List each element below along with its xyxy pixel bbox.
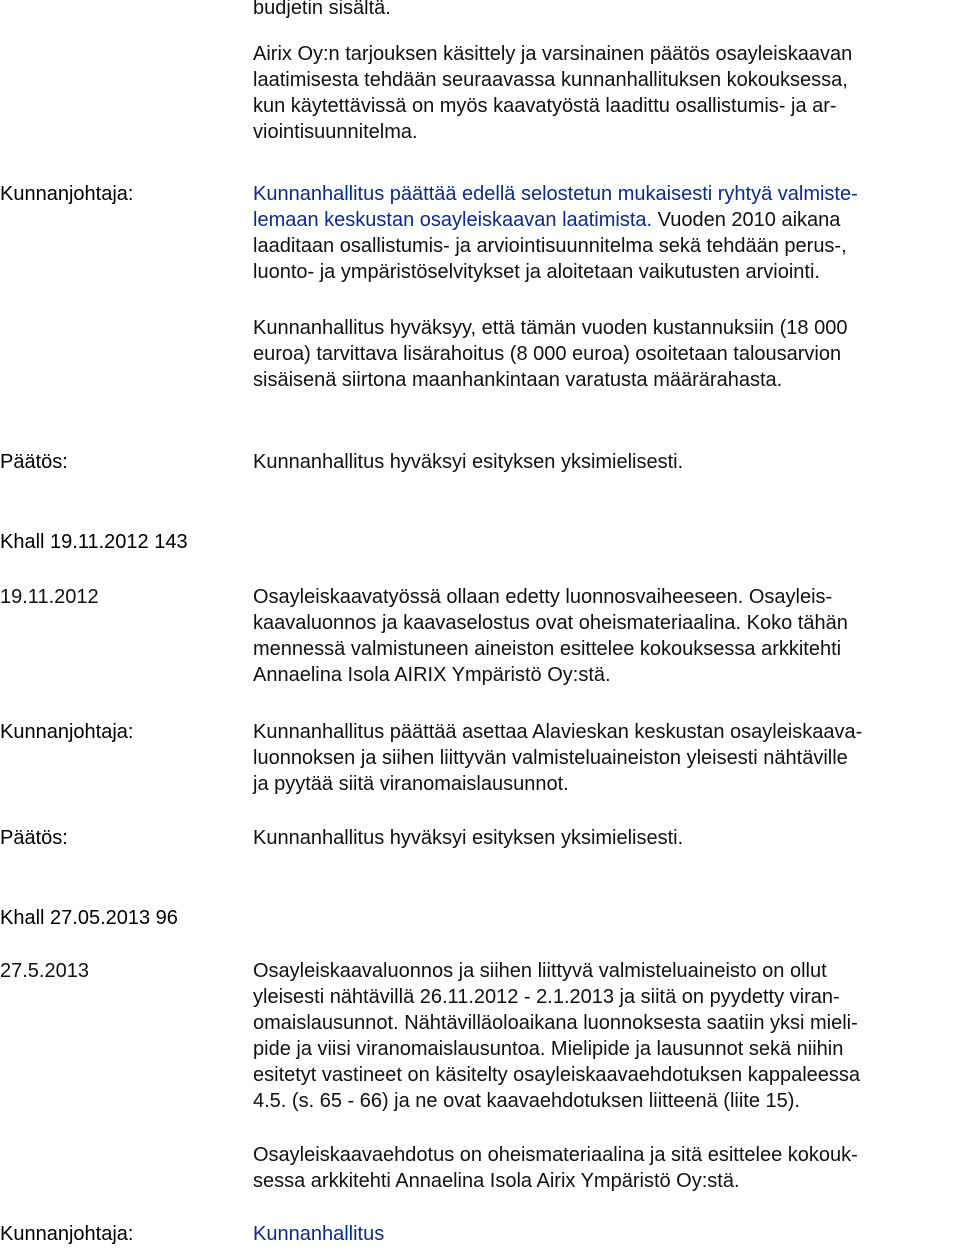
- decision-label: Päätös:: [0, 451, 68, 473]
- meeting-line: mennessä valmistuneen aineiston esittelee kokouksessa arkkitehti: [253, 638, 842, 660]
- meeting-line: 4.5. (s. 65 - 66) ja ne ovat kaavaehdotuksen liitteenä (liite 15).: [253, 1090, 800, 1112]
- proposal-line: Kunnanhallitus: [253, 1223, 385, 1245]
- meeting-line: esitetyt vastineet on käsitelty osayleiskaavaehdotuksen kappaleessa: [253, 1064, 861, 1086]
- meeting-line: pide ja viisi viranomaislausuntoa. Mielipide ja lausunnot sekä niihin: [253, 1038, 844, 1060]
- meeting-line: Osayleiskaavaehdotus on oheismateriaalina ja sitä esittelee kokouk-: [253, 1144, 858, 1166]
- meeting-line: sessa arkkitehti Annaelina Isola Airix Ympäristö Oy:stä.: [253, 1170, 740, 1192]
- proposal-line: Kunnanhallitus päättää asettaa Alavieskan keskustan osayleiskaava-: [253, 721, 863, 743]
- meeting-reference: Khall 27.05.2013 96: [0, 907, 178, 929]
- proposal-line: Kunnanhallitus hyväksyy, että tämän vuoden kustannuksiin (18 000: [253, 317, 848, 339]
- decision-label: Päätös:: [0, 827, 68, 849]
- proposal-line-segment: Vuoden 2010 aikana: [657, 209, 841, 231]
- proposal-line: ja pyytää siitä viranomaislausunnot.: [253, 773, 569, 795]
- para1-line: Airix Oy:n tarjouksen käsittely ja varsinainen päätös osayleiskaavan: [253, 43, 853, 65]
- meeting-date: 27.5.2013: [0, 960, 89, 982]
- proposal-line: sisäisenä siirtona maanhankintaan varatusta määrärahasta.: [253, 369, 783, 391]
- proposal-label: Kunnanjohtaja:: [0, 183, 134, 205]
- meeting-line: yleisesti nähtävillä 26.11.2012 - 2.1.2013 ja siitä on pyydetty viran-: [253, 986, 840, 1008]
- proposal-line: laaditaan osallistumis- ja arviointisuunnitelma sekä tehdään perus-,: [253, 235, 847, 257]
- meeting-line: Osayleiskaavatyössä ollaan edetty luonnosvaiheeseen. Osayleis-: [253, 586, 833, 608]
- meeting-line: Annaelina Isola AIRIX Ympäristö Oy:stä.: [253, 664, 611, 686]
- decision-text: Kunnanhallitus hyväksyi esityksen yksimielisesti.: [253, 827, 684, 849]
- meeting-line: omaislausunnot. Nähtävilläoloaikana luonnoksesta saatiin yksi mieli-: [253, 1012, 858, 1034]
- decision-text: Kunnanhallitus hyväksyi esityksen yksimielisesti.: [253, 451, 684, 473]
- top-fragment-text: budjetin sisältä.: [253, 0, 391, 19]
- proposal-label: Kunnanjohtaja:: [0, 721, 134, 743]
- para1-line: kun käytettävissä on myös kaavatyöstä laadittu osallistumis- ja ar-: [253, 95, 837, 117]
- proposal-label: Kunnanjohtaja:: [0, 1223, 134, 1245]
- meeting-date: 19.11.2012: [0, 586, 99, 608]
- meeting-line: Osayleiskaavaluonnos ja siihen liittyvä valmisteluaineisto on ollut: [253, 960, 827, 982]
- meeting-reference: Khall 19.11.2012 143: [0, 531, 188, 553]
- para1-line: viointisuunnitelma.: [253, 121, 418, 143]
- para1-line: laatimisesta tehdään seuraavassa kunnanhallituksen kokouksessa,: [253, 69, 848, 91]
- proposal-line: luonnoksen ja siihen liittyvän valmisteluaineiston yleisesti nähtäville: [253, 747, 848, 769]
- proposal-line: luonto- ja ympäristöselvitykset ja aloitetaan vaikutusten arviointi.: [253, 261, 820, 283]
- proposal-line: euroa) tarvittava lisärahoitus (8 000 euroa) osoitetaan talousarvion: [253, 343, 842, 365]
- proposal-line: [253, 208, 840, 232]
- meeting-line: kaavaluonnos ja kaavaselostus ovat oheismateriaalina. Koko tähän: [253, 612, 848, 634]
- proposal-line: Kunnanhallitus päättää edellä selostetun mukaisesti ryhtyä valmiste-: [253, 183, 858, 205]
- proposal-line-segment: lemaan keskustan osayleiskaavan laatimista.: [253, 209, 658, 231]
